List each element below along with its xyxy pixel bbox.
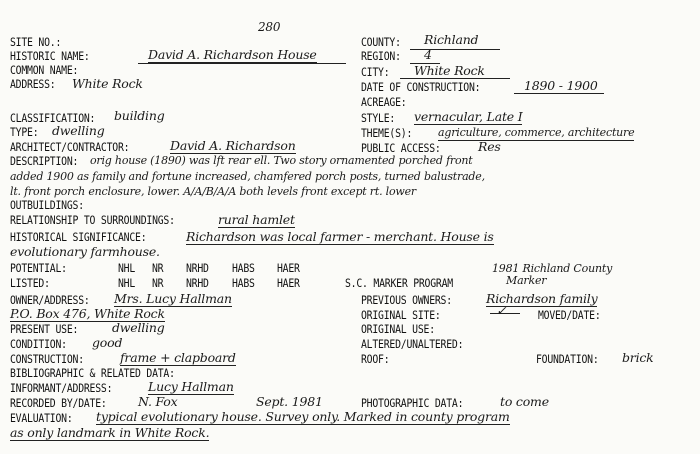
label-haer-listed: HAER	[277, 276, 300, 290]
label-condition: CONDITION:	[10, 337, 67, 351]
label-themes: THEME(S):	[361, 126, 413, 140]
label-historic-name: HISTORIC NAME:	[10, 49, 90, 63]
value-recorded-by: N. Fox	[138, 394, 178, 409]
label-previous-owners: PREVIOUS OWNERS:	[361, 293, 452, 307]
value-owner-line-2: P.O. Box 476, White Rock	[10, 306, 165, 321]
value-address: White Rock	[72, 76, 143, 91]
value-description-line-1: orig house (1890) was lft rear ell. Two story ornamented porched front	[90, 154, 473, 167]
value-sc-marker-line-1: 1981 Richland County	[492, 262, 613, 275]
label-description: DESCRIPTION:	[10, 154, 79, 168]
label-recorded-by: RECORDED BY/DATE:	[10, 396, 107, 410]
value-condition: good	[92, 335, 123, 350]
label-nrhd-listed: NRHD	[186, 276, 209, 290]
label-evaluation: EVALUATION:	[10, 411, 73, 425]
value-present-use: dwelling	[112, 320, 165, 335]
value-recorded-date: Sept. 1981	[256, 394, 323, 409]
label-foundation: FOUNDATION:	[536, 352, 599, 366]
label-nhl-potential: NHL	[118, 261, 136, 275]
value-date-of-construction: 1890 - 1900	[524, 78, 598, 93]
value-region: 4	[424, 47, 432, 62]
value-public-access: Res	[478, 139, 501, 154]
label-architect: ARCHITECT/CONTRACTOR:	[10, 140, 130, 154]
label-altered: ALTERED/UNALTERED:	[361, 337, 464, 351]
label-nr-listed: NR	[152, 276, 164, 290]
label-present-use: PRESENT USE:	[10, 322, 79, 336]
value-relationship: rural hamlet	[218, 212, 295, 227]
value-themes: agriculture, commerce, architecture	[438, 126, 635, 139]
label-roof: ROOF:	[361, 352, 390, 366]
label-acreage: ACREAGE:	[361, 95, 407, 109]
value-architect: David A. Richardson	[170, 138, 296, 153]
value-evaluation-line-2: as only landmark in White Rock.	[10, 425, 210, 440]
card-number: 280	[258, 20, 281, 34]
label-common-name: COMMON NAME:	[10, 63, 79, 77]
value-type: dwelling	[52, 123, 105, 138]
label-informant: INFORMANT/ADDRESS:	[10, 381, 113, 395]
label-site-no: SITE NO.:	[10, 35, 62, 49]
value-informant: Lucy Hallman	[148, 379, 234, 394]
label-moved-date: MOVED/DATE:	[538, 308, 601, 322]
label-bibliographic: BIBLIOGRAPHIC & RELATED DATA:	[10, 366, 175, 380]
value-historic-name: David A. Richardson House	[148, 47, 317, 62]
label-historical-significance: HISTORICAL SIGNIFICANCE:	[10, 230, 147, 244]
value-owner-line-1: Mrs. Lucy Hallman	[114, 291, 232, 306]
value-original-site: ✓	[496, 303, 507, 318]
label-habs-potential: HABS	[232, 261, 255, 275]
label-type: TYPE:	[10, 125, 39, 139]
label-original-site: ORIGINAL SITE:	[361, 308, 441, 322]
value-significance-line-1: Richardson was local farmer - merchant. House is	[186, 229, 494, 244]
value-construction: frame + clapboard	[120, 350, 236, 365]
underline-city	[400, 78, 510, 79]
label-haer-potential: HAER	[277, 261, 300, 275]
value-sc-marker-line-2: Marker	[506, 274, 547, 287]
label-public-access: PUBLIC ACCESS:	[361, 141, 441, 155]
value-significance-line-2: evolutionary farmhouse.	[10, 244, 160, 259]
label-date-of-construction: DATE OF CONSTRUCTION:	[361, 80, 481, 94]
label-construction: CONSTRUCTION:	[10, 352, 84, 366]
value-photographic-data: to come	[500, 394, 549, 409]
label-relationship: RELATIONSHIP TO SURROUNDINGS:	[10, 213, 175, 227]
label-city: CITY:	[361, 65, 390, 79]
label-classification: CLASSIFICATION:	[10, 111, 96, 125]
value-city: White Rock	[414, 63, 485, 78]
value-description-line-2: added 1900 as family and fortune increased, chamfered porch posts, turned balustrade,	[10, 170, 485, 183]
value-evaluation-line-1: typical evolutionary house. Survey only. Marked in county program	[96, 409, 510, 424]
value-county: Richland	[424, 32, 479, 47]
label-potential: POTENTIAL:	[10, 261, 67, 275]
label-nr-potential: NR	[152, 261, 164, 275]
underline-historic-name	[138, 63, 346, 64]
label-photographic-data: PHOTOGRAPHIC DATA:	[361, 396, 464, 410]
label-county: COUNTY:	[361, 35, 401, 49]
label-original-use: ORIGINAL USE:	[361, 322, 435, 336]
label-outbuildings: OUTBUILDINGS:	[10, 198, 84, 212]
label-habs-listed: HABS	[232, 276, 255, 290]
value-style: vernacular, Late I	[414, 109, 523, 124]
value-previous-owners: Richardson family	[486, 291, 598, 306]
label-owner-address: OWNER/ADDRESS:	[10, 293, 90, 307]
label-listed: LISTED:	[10, 276, 50, 290]
value-description-line-3: lt. front porch enclosure, lower. A/A/B/A/A both levels front except rt. lower	[10, 185, 416, 198]
label-nrhd-potential: NRHD	[186, 261, 209, 275]
label-sc-marker: S.C. MARKER PROGRAM	[345, 276, 453, 290]
value-classification: building	[114, 108, 165, 123]
underline-date	[514, 93, 604, 94]
label-nhl-listed: NHL	[118, 276, 136, 290]
label-address: ADDRESS:	[10, 77, 56, 91]
label-region: REGION:	[361, 49, 401, 63]
label-style: STYLE:	[361, 111, 396, 125]
value-foundation: brick	[622, 350, 654, 365]
